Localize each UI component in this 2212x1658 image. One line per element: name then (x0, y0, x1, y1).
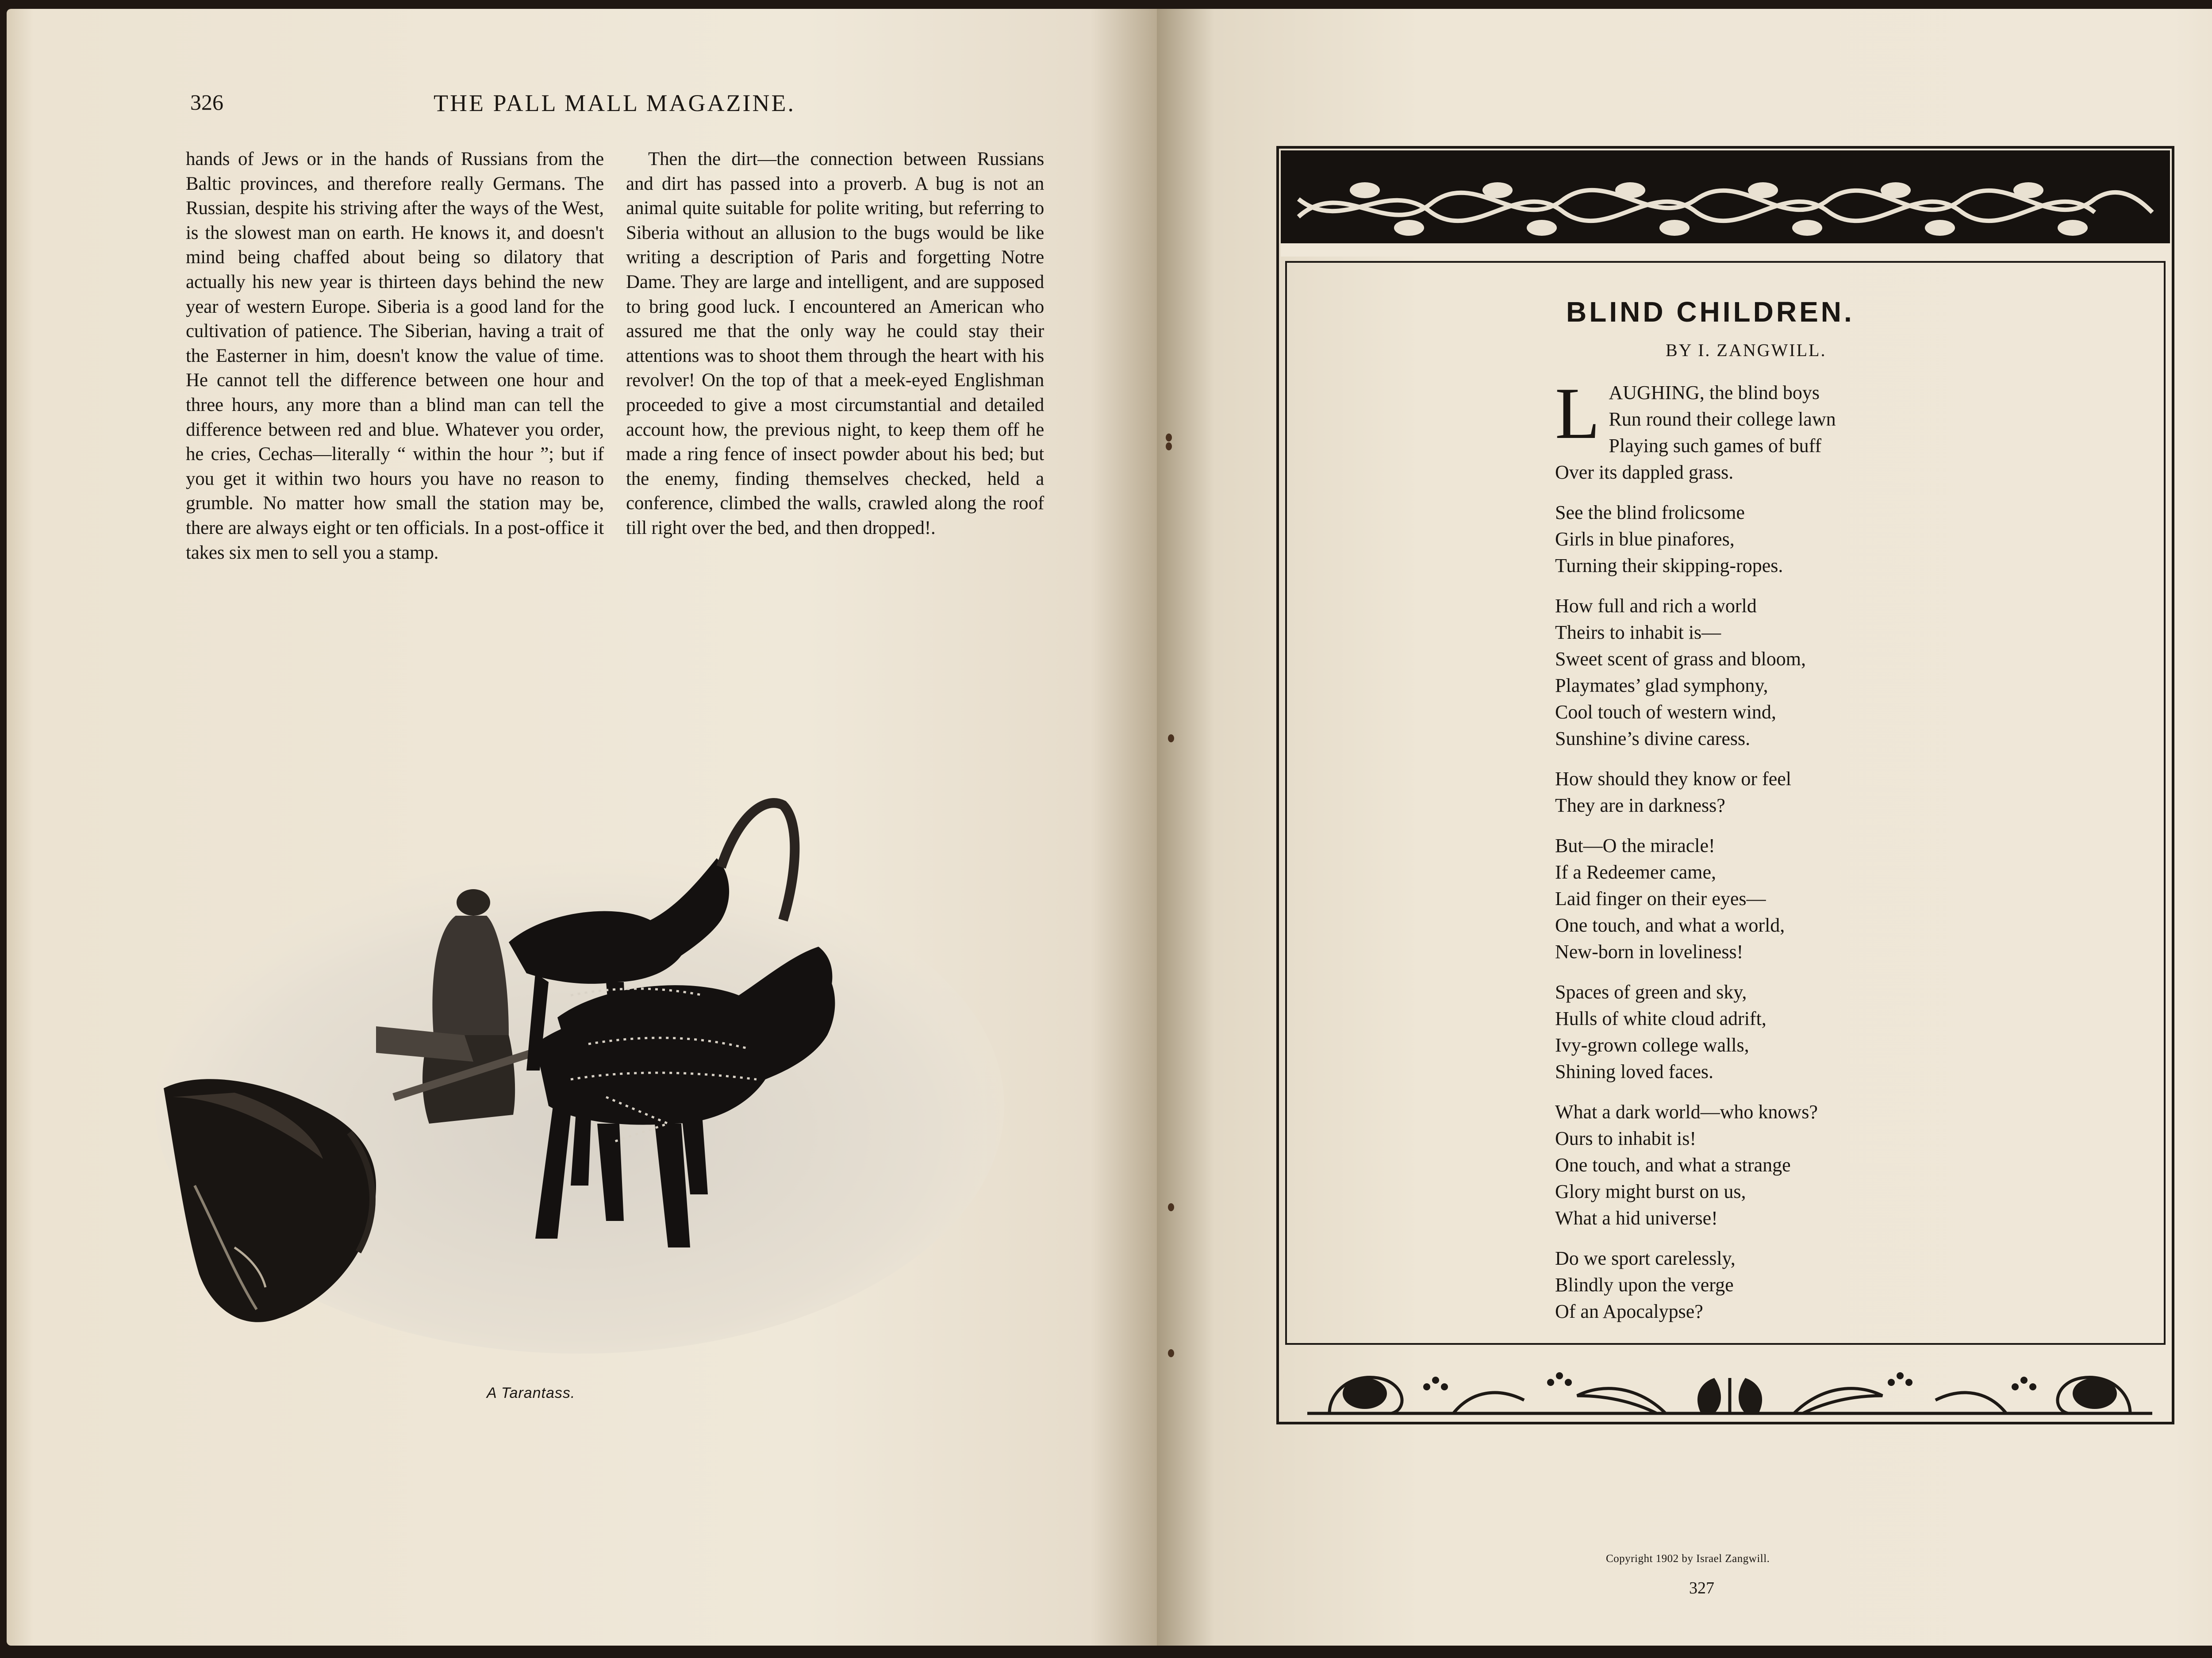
stanza (1555, 766, 2174, 819)
stanza (1555, 833, 2174, 965)
tarantass-photo (146, 787, 1013, 1358)
poem-line: Sunshine’s divine caress. (1555, 728, 1751, 749)
poem-author: BY I. ZANGWILL. (1666, 340, 1827, 360)
article-column-left (186, 147, 604, 565)
poem-line: Run round their college lawn (1609, 408, 1836, 430)
stanza (1555, 979, 2174, 1085)
poem-line: One touch, and what a world, (1555, 914, 1785, 936)
poem-line: Glory might burst on us, (1555, 1181, 1746, 1202)
poem-line: Do we sport carelessly, (1555, 1247, 1736, 1269)
page-number-left: 326 (190, 90, 223, 115)
poem-line: How full and rich a world (1555, 595, 1757, 617)
poem-line: Laid finger on their eyes— (1555, 888, 1766, 910)
poem-line: Turning their skipping-ropes. (1555, 555, 1783, 576)
poem-line: Of an Apocalypse? (1555, 1301, 1703, 1322)
stanza (1555, 1099, 2174, 1232)
leaf-ornament-bottom (1303, 1365, 2157, 1420)
poem-line: See the blind frolicsome (1555, 502, 1745, 523)
copyright-notice: Copyright 1902 by Israel Zangwill. (1606, 1553, 1770, 1565)
poem-line: Playmates’ glad symphony, (1555, 675, 1768, 696)
poem-line: Ours to inhabit is! (1555, 1128, 1696, 1149)
poem-line: Hulls of white cloud adrift, (1555, 1008, 1767, 1029)
page-number-right: 327 (1689, 1579, 1714, 1597)
article-column-right (626, 147, 1044, 541)
paragraph: Then the dirt—the connection between Russians and dirt has passed into a proverb. A bug is not an animal quite suitable for polite writing, but referring to Siberia without an allusion to the bugs would be like writing a description of Paris and forgetting Notre Dame. They are large and intelligent, and are supposed to bring good luck. I encountered an American who assured me that the only way he could stay their attentions was to shoot them through the heart with his revolver! On the top of that a meek-eyed Englishman proceeded to give a most circumstantial and detailed account how, the previous night, to keep them off he made a ring fence of insect powder about his bed; but the enemy, finding themselves checked, held a conference, climbed the walls, crawled along the roof till right over the bed, and then dropped!. (626, 149, 1044, 538)
binding-hole (1168, 1349, 1174, 1357)
poem-line: Sweet scent of grass and bloom, (1555, 648, 1806, 670)
poem-line: What a hid universe! (1555, 1207, 1718, 1229)
stanza (1555, 593, 2174, 752)
magazine-title: THE PALL MALL MAGAZINE. (434, 90, 795, 116)
paragraph: hands of Jews or in the hands of Russians from the Baltic provinces, and therefore really Germans. The Russian, despite his striving after the ways of the West, is the slowest man on earth. He knows it, and doesn't mind being chaffed about being so dilatory that actually his new year is thirteen days behind the new year of western Europe. Siberia is a good land for the cultivation of patience. The Siberian, having a trait of the Easterner in him, doesn't know the value of time. He cannot tell the difference between one hour and three hours, any more than a blind man can tell the difference between red and blue. Whatever you order, he cries, Cechas—literally “ within the hour ”; but if you get it within two hours you have no reason to grumble. No matter how small the station may be, there are always eight or ten officials. In a post-office it takes six men to sell you a stamp. (186, 149, 604, 563)
poem-line: AUGHING, the blind boys (1609, 382, 1820, 403)
poem-line: How should they know or feel (1555, 768, 1792, 790)
binding-hole (1166, 434, 1172, 441)
stanza (1555, 372, 2174, 486)
poem-line: Shining loved faces. (1555, 1061, 1714, 1082)
drop-cap: L (1555, 372, 1600, 454)
poem-line: If a Redeemer came, (1555, 861, 1716, 883)
poem-line: Cool touch of western wind, (1555, 701, 1776, 723)
poem-body (1555, 372, 2174, 1339)
binding-hole (1168, 1203, 1174, 1211)
poem-line: They are in darkness? (1555, 794, 1725, 816)
poem-line: Theirs to inhabit is— (1555, 622, 1721, 643)
binding-hole (1168, 734, 1174, 742)
stanza (1555, 1245, 2174, 1325)
poem-line: New-born in loveliness! (1555, 941, 1743, 963)
poem-line: Over its dappled grass. (1555, 461, 1734, 483)
poem-line: Blindly upon the verge (1555, 1274, 1734, 1296)
poem-line: What a dark world—who knows? (1555, 1101, 1818, 1123)
poem-line: Playing such games of buff (1609, 435, 1822, 457)
stanza (1555, 499, 2174, 579)
poem-line: Spaces of green and sky, (1555, 981, 1747, 1003)
poem-line: Girls in blue pinafores, (1555, 528, 1735, 550)
poem-line: Ivy-grown college walls, (1555, 1034, 1749, 1056)
poem-title: BLIND CHILDREN. (1566, 296, 1855, 328)
poem-line: One touch, and what a strange (1555, 1154, 1791, 1176)
binding-hole (1166, 442, 1172, 450)
photo-caption: A Tarantass. (487, 1385, 576, 1401)
vine-ornament-top (1281, 150, 2170, 257)
poem-line: But—O the miracle! (1555, 835, 1715, 856)
